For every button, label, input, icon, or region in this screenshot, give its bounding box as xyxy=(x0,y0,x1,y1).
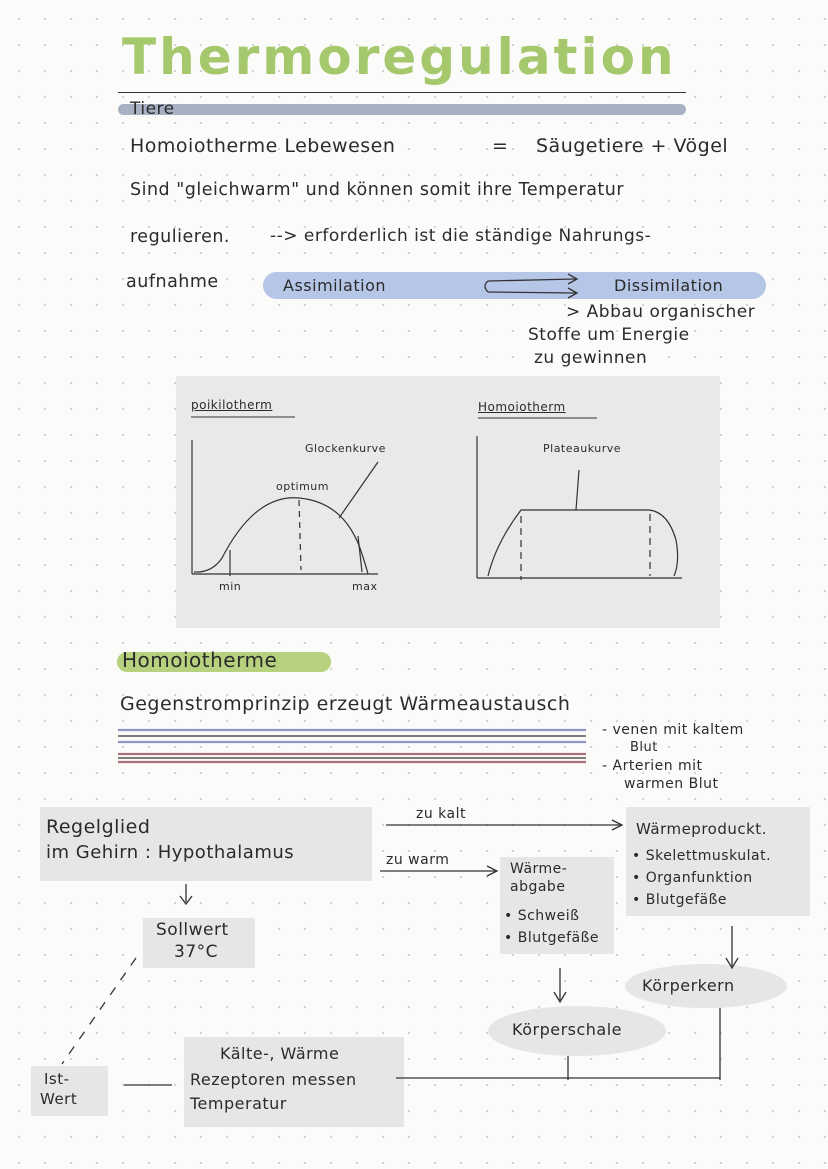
label-zu-kalt: zu kalt xyxy=(416,806,466,822)
text-skelettmuskulatur: • Skelettmuskulat. xyxy=(632,848,772,864)
text-ist: Ist- xyxy=(44,1070,70,1088)
label-optimum: optimum xyxy=(276,480,329,493)
vein-lines xyxy=(118,730,586,742)
label-zu-warm: zu warm xyxy=(386,852,450,868)
page-title: Thermoregulation xyxy=(122,28,677,86)
poikilotherm-graph xyxy=(191,417,378,576)
graph-title-poikilotherm: poikilotherm xyxy=(191,398,273,412)
text-waerme: Wärme- xyxy=(510,861,568,877)
text-abbau-3: zu gewinnen xyxy=(534,348,648,368)
double-arrow-icon xyxy=(485,274,577,298)
text-rezeptoren-messen: Rezeptoren messen xyxy=(190,1070,357,1089)
label-plateaukurve: Plateaukurve xyxy=(543,442,622,455)
label-min: min xyxy=(219,580,242,593)
text-im-gehirn: im Gehirn : Hypothalamus xyxy=(46,842,295,863)
homoiotherm-graph xyxy=(477,418,682,580)
regelkreis-arrows xyxy=(62,820,738,1085)
text-koerperkern: Körperkern xyxy=(642,976,735,995)
text-arterien-2: warmen Blut xyxy=(624,776,719,792)
text-equals: = xyxy=(492,135,509,157)
text-regelglied: Regelglied xyxy=(46,816,151,838)
text-erforderlich: --> erforderlich ist die ständige Nahrungs- xyxy=(270,226,652,246)
text-abbau-1: > Abbau organischer xyxy=(566,302,756,322)
text-aufnahme: aufnahme xyxy=(126,272,219,292)
label-max: max xyxy=(352,580,378,593)
graph-title-homoiotherm: Homoiotherm xyxy=(478,400,566,414)
text-organfunktion: • Organfunktion xyxy=(632,870,753,886)
label-glockenkurve: Glockenkurve xyxy=(305,442,386,455)
text-gleichwarm: Sind "gleichwarm" und können somit ihre Temperatur xyxy=(130,180,625,200)
text-waermeproduktion: Wärmeproduckt. xyxy=(636,820,767,838)
text-blutgefaesse-abgabe: • Blutgefäße xyxy=(504,930,600,946)
text-schweiss: • Schweiß xyxy=(504,908,580,924)
text-dissimilation: Dissimilation xyxy=(614,276,724,295)
text-venen-1: - venen mit kaltem xyxy=(602,722,744,738)
text-37-grad: 37°C xyxy=(174,942,219,962)
section-label-homoiotherme: Homoiotherme xyxy=(122,648,278,672)
text-venen-2: Blut xyxy=(630,740,658,755)
text-koerperschale: Körperschale xyxy=(512,1020,623,1039)
text-kaelte-waerme: Kälte-, Wärme xyxy=(220,1044,340,1063)
text-saeugetiere-voegel: Säugetiere + Vögel xyxy=(536,135,729,157)
text-wert: Wert xyxy=(40,1090,78,1108)
text-regulieren: regulieren. xyxy=(130,227,230,247)
section-label-tiere: Tiere xyxy=(130,99,175,119)
text-temperatur: Temperatur xyxy=(190,1094,287,1113)
text-arterien-1: - Arterien mit xyxy=(602,758,703,774)
text-gegenstromprinzip: Gegenstromprinzip erzeugt Wärmeaustausch xyxy=(120,693,571,715)
text-sollwert: Sollwert xyxy=(156,920,229,940)
text-abbau-2: Stoffe um Energie xyxy=(528,325,690,345)
text-abgabe: abgabe xyxy=(510,879,566,895)
artery-lines xyxy=(118,754,586,762)
text-blutgefaesse-prod: • Blutgefäße xyxy=(632,892,728,908)
text-assimilation: Assimilation xyxy=(283,276,386,295)
text-homoiotherme-lebewesen: Homoiotherme Lebewesen xyxy=(130,135,396,157)
